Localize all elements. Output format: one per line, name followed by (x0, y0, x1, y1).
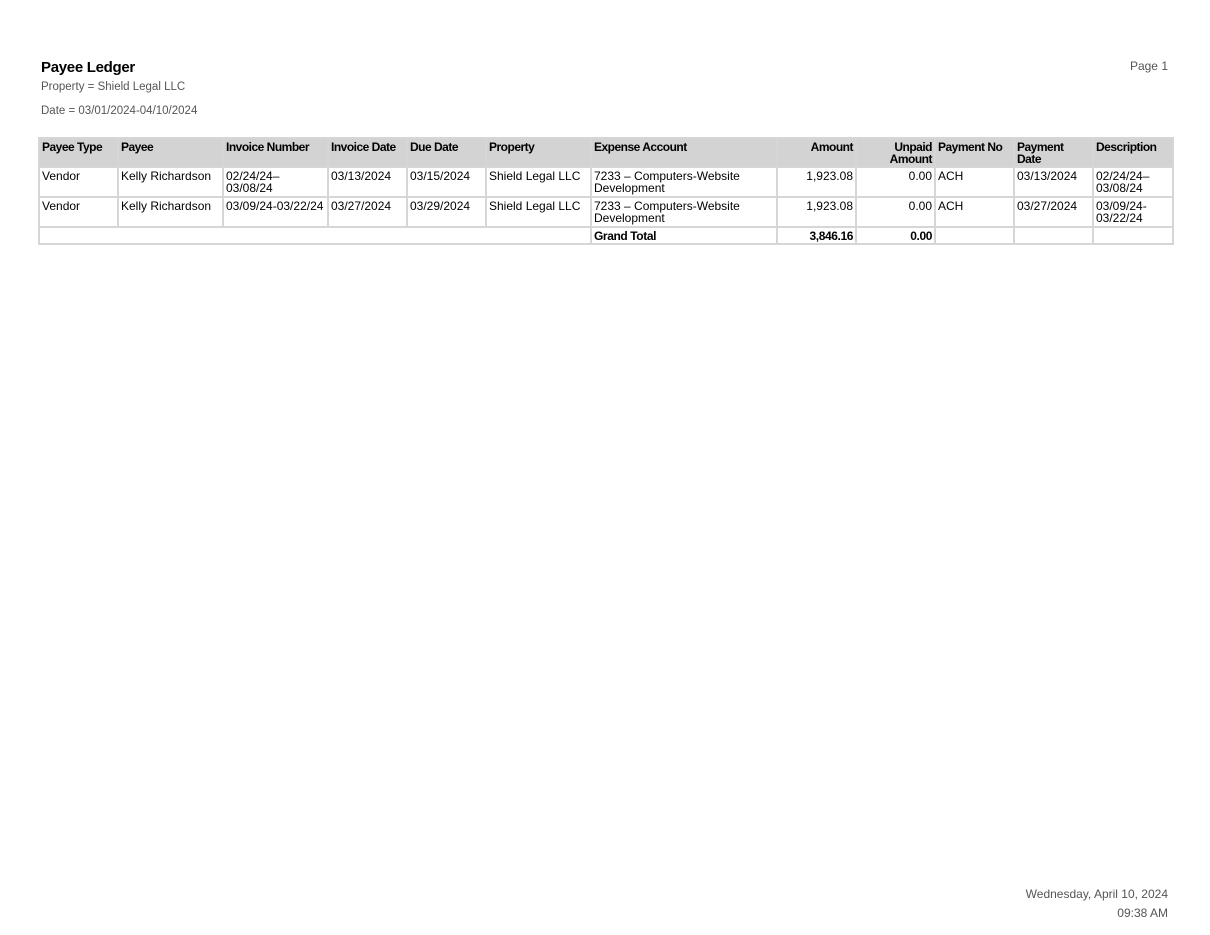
cell-invoice-date: 03/13/2024 (328, 167, 407, 197)
date-filter: Date = 03/01/2024-04/10/2024 (41, 105, 198, 117)
cell-description: 02/24/24–03/08/24 (1093, 167, 1173, 197)
cell-unpaid-amount: 0.00 (856, 197, 935, 227)
cell-payee-type: Vendor (39, 197, 118, 227)
grand-total-row (39, 227, 1173, 244)
payee-ledger-table (38, 137, 1174, 245)
cell-due-date: 03/29/2024 (407, 197, 486, 227)
cell-unpaid-amount: 0.00 (856, 167, 935, 197)
col-header-payee: Payee (118, 138, 223, 167)
col-header-payment-no: Payment No (935, 138, 1014, 167)
col-header-due-date: Due Date (407, 138, 486, 167)
grand-total-amount: 3,846.16 (777, 227, 856, 244)
cell-payee-type: Vendor (39, 167, 118, 197)
page-number: Page 1 (1129, 59, 1168, 73)
cell-invoice-number: 03/09/24-03/22/24 (223, 197, 328, 227)
property-filter: Property = Shield Legal LLC (41, 81, 186, 93)
total-empty-cell (1093, 227, 1173, 244)
col-header-description: Description (1093, 138, 1173, 167)
cell-expense-account: 7233 – Computers-Website Development (591, 167, 777, 197)
cell-payee: Kelly Richardson (118, 167, 223, 197)
col-header-invoice-number: Invoice Number (223, 138, 328, 167)
table-row (39, 167, 1173, 197)
cell-payment-date: 03/13/2024 (1014, 167, 1093, 197)
total-empty-cell (935, 227, 1014, 244)
grand-total-label: Grand Total (591, 227, 777, 244)
col-header-expense-account: Expense Account (591, 138, 777, 167)
cell-amount: 1,923.08 (777, 167, 856, 197)
cell-payment-date: 03/27/2024 (1014, 197, 1093, 227)
cell-invoice-date: 03/27/2024 (328, 197, 407, 227)
footer-time: 09:38 AM (1117, 906, 1168, 920)
cell-expense-account: 7233 – Computers-Website Development (591, 197, 777, 227)
col-header-payee-type: Payee Type (39, 138, 118, 167)
total-spacer-cell (39, 227, 591, 244)
col-header-payment-date: Payment Date (1014, 138, 1093, 167)
cell-payment-no: ACH (935, 167, 1014, 197)
cell-payment-no: ACH (935, 197, 1014, 227)
col-header-unpaid-amount: Unpaid Amount (856, 138, 935, 167)
report-title: Payee Ledger (41, 59, 135, 76)
cell-amount: 1,923.08 (777, 197, 856, 227)
cell-payee: Kelly Richardson (118, 197, 223, 227)
cell-property: Shield Legal LLC (486, 167, 591, 197)
col-header-invoice-date: Invoice Date (328, 138, 407, 167)
cell-property: Shield Legal LLC (486, 197, 591, 227)
col-header-property: Property (486, 138, 591, 167)
grand-total-unpaid-amount: 0.00 (856, 227, 935, 244)
table-row (39, 197, 1173, 227)
cell-invoice-number: 02/24/24–03/08/24 (223, 167, 328, 197)
cell-description: 03/09/24-03/22/24 (1093, 197, 1173, 227)
col-header-amount: Amount (777, 138, 856, 167)
footer-date: Wednesday, April 10, 2024 (1025, 887, 1168, 901)
total-empty-cell (1014, 227, 1093, 244)
header-row (39, 138, 1173, 167)
cell-due-date: 03/15/2024 (407, 167, 486, 197)
